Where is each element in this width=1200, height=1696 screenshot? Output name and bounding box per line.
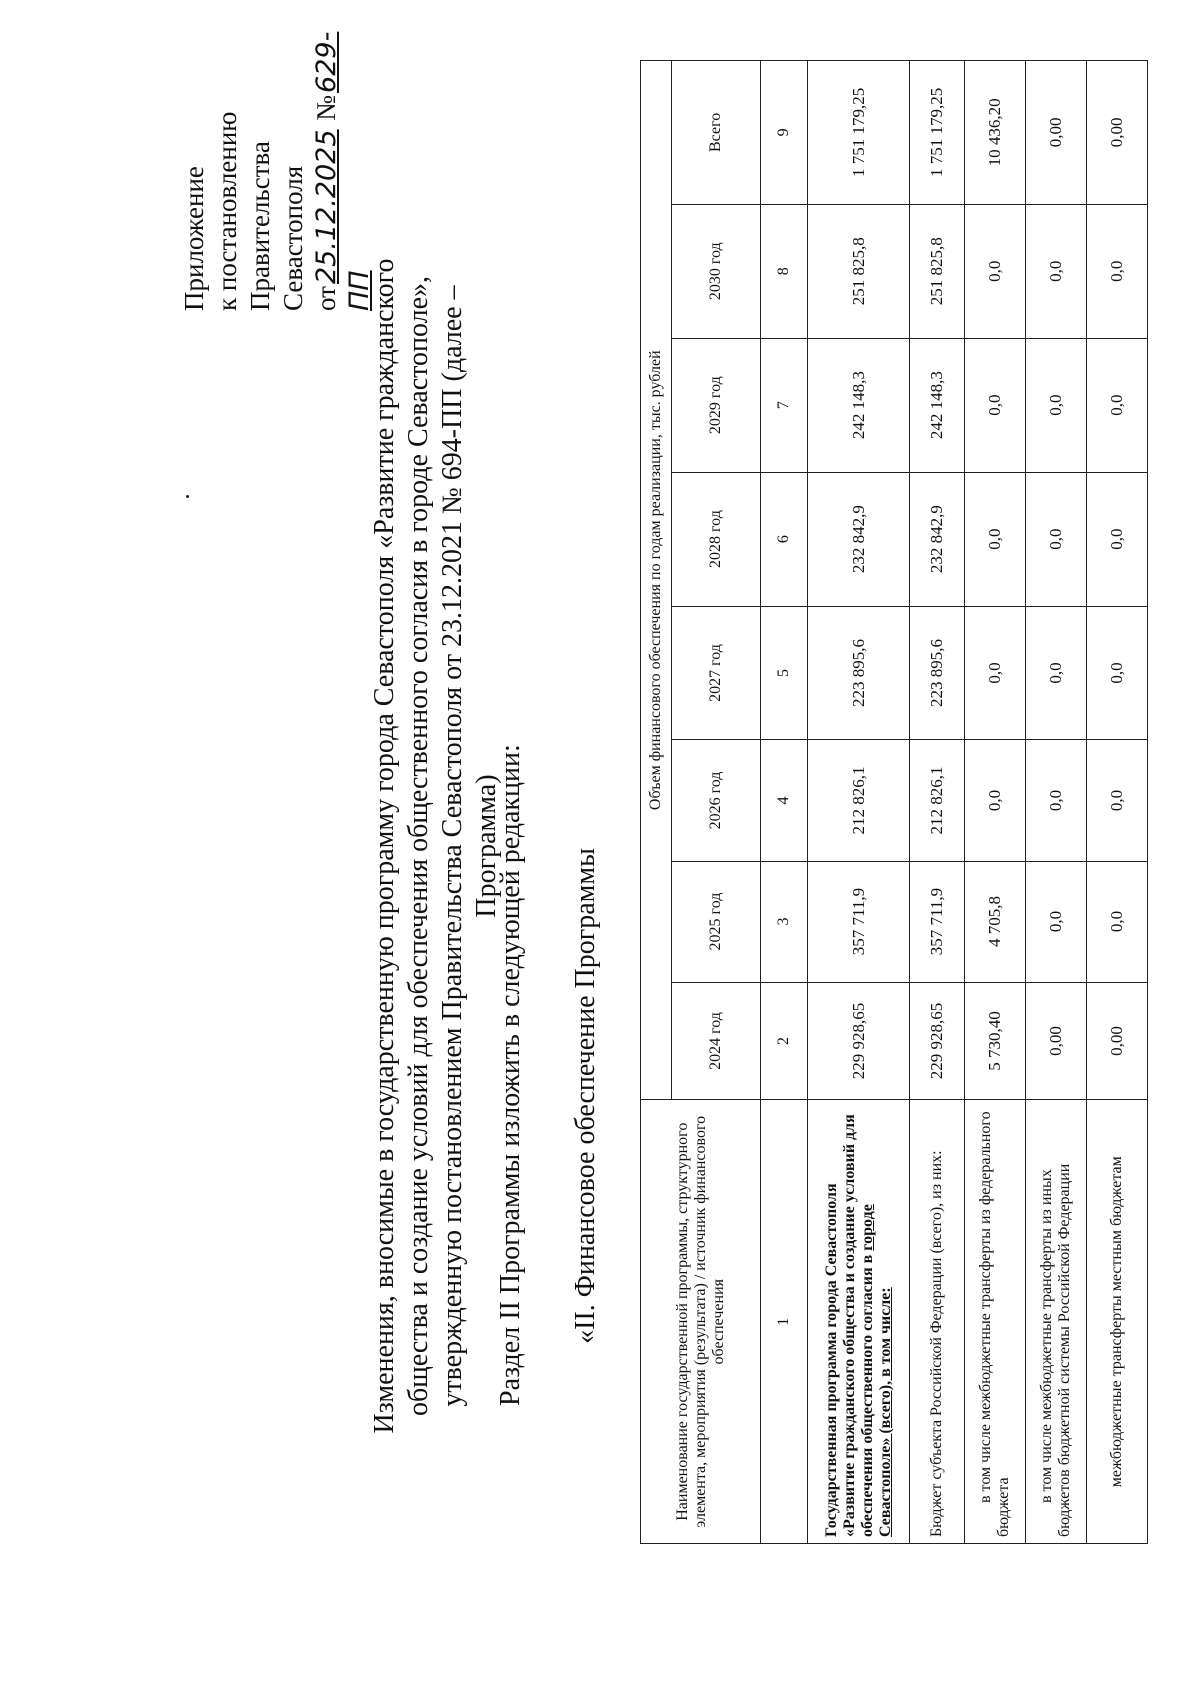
approval-line-3: Правительства Севастополя bbox=[245, 141, 308, 311]
value-cell: 242 148,3 bbox=[808, 338, 910, 472]
value-cell: 1 751 179,25 bbox=[910, 61, 965, 205]
value-cell: 0,00 bbox=[1026, 61, 1087, 205]
value-cell: 0,0 bbox=[1026, 338, 1087, 472]
section-intro: Раздел II Программы изложить в следующей редакции: bbox=[495, 744, 526, 1406]
col-header-year: 2030 год bbox=[672, 204, 761, 338]
value-cell: 10 436,20 bbox=[965, 61, 1026, 205]
value-cell: 0,0 bbox=[1026, 204, 1087, 338]
column-number: 9 bbox=[761, 61, 808, 205]
value-cell: 232 842,9 bbox=[910, 472, 965, 606]
value-cell: 0,0 bbox=[1087, 204, 1148, 338]
value-cell: 212 826,1 bbox=[808, 740, 910, 861]
column-number: 6 bbox=[761, 472, 808, 606]
program-name-text: Государственная программа города Севастополя «Развитие гражданского общества и создание условий для обеспечения общественного согласия в bbox=[822, 1114, 876, 1537]
value-cell: 0,00 bbox=[1026, 982, 1087, 1100]
value-cell: 0,0 bbox=[1087, 472, 1148, 606]
table-row bbox=[910, 61, 965, 1544]
value-cell: 0,0 bbox=[1087, 740, 1148, 861]
value-cell: 357 711,9 bbox=[808, 861, 910, 982]
column-number: 7 bbox=[761, 338, 808, 472]
section-heading: «II. Финансовое обеспечение Программы bbox=[570, 848, 601, 1344]
value-cell: 0,0 bbox=[1026, 740, 1087, 861]
program-name-underlined: городе Севастополе» (всего), в том числе: bbox=[858, 1204, 894, 1537]
value-cell: 0,0 bbox=[1087, 861, 1148, 982]
value-cell: 251 825,8 bbox=[808, 204, 910, 338]
value-cell: 0,0 bbox=[1087, 606, 1148, 740]
col-header-year: 2028 год bbox=[672, 472, 761, 606]
value-cell: 0,00 bbox=[1087, 61, 1148, 205]
value-cell: 5 730,40 bbox=[965, 982, 1026, 1100]
value-cell: 0,0 bbox=[965, 606, 1026, 740]
value-cell: 0,0 bbox=[965, 472, 1026, 606]
col-header-year: Всего bbox=[672, 61, 761, 205]
col-header-name: Наименование государственной программы, структурного элемента, мероприятия (результата) / источник финансового обеспечения bbox=[641, 1100, 761, 1544]
col-header-volume: Объем финансового обеспечения по годам реализации, тыс. рублей bbox=[641, 61, 672, 1100]
column-number: 2 bbox=[761, 982, 808, 1100]
document-title: Изменения, вносимые в государственную программу города Севастополя «Развитие гражданского общества и создание условий для обеспечения общественного согласия в городе Севастополе», утвержденную постановлением Правительства Севастополя от 23.12.2021 № 694-ПП (далее – Программа) bbox=[369, 258, 502, 1434]
value-cell: 251 825,8 bbox=[910, 204, 965, 338]
col-header-year: 2024 год bbox=[672, 982, 761, 1100]
value-cell: 232 842,9 bbox=[808, 472, 910, 606]
value-cell: 0,0 bbox=[1026, 606, 1087, 740]
value-cell: 0,0 bbox=[1087, 338, 1148, 472]
value-cell: 4 705,8 bbox=[965, 861, 1026, 982]
handwritten-number: 629-ПП bbox=[311, 31, 375, 311]
table-row bbox=[1026, 61, 1087, 1544]
approval-from: от bbox=[311, 286, 341, 311]
approval-line-1: Приложение bbox=[179, 166, 209, 311]
value-cell: 0,0 bbox=[1026, 861, 1087, 982]
table-row bbox=[965, 61, 1026, 1544]
column-number: 8 bbox=[761, 204, 808, 338]
table-row bbox=[1087, 61, 1148, 1544]
column-number: 5 bbox=[761, 606, 808, 740]
value-cell: 0,0 bbox=[965, 204, 1026, 338]
approval-line-4 bbox=[310, 0, 376, 311]
value-cell: 0,0 bbox=[965, 338, 1026, 472]
value-cell: 223 895,6 bbox=[910, 606, 965, 740]
approval-number-sign: № bbox=[311, 94, 341, 121]
row-name: Бюджет субъекта Российской Федерации (всего), из них: bbox=[910, 1100, 965, 1544]
column-number: 1 bbox=[761, 1100, 808, 1544]
table-row bbox=[808, 61, 910, 1544]
value-cell: 212 826,1 bbox=[910, 740, 965, 861]
value-cell: 0,0 bbox=[965, 740, 1026, 861]
row-name bbox=[808, 1100, 910, 1544]
approval-line-2: к постановлению bbox=[212, 111, 242, 311]
value-cell: 0,00 bbox=[1087, 982, 1148, 1100]
value-cell: 1 751 179,25 bbox=[808, 61, 910, 205]
value-cell: 242 148,3 bbox=[910, 338, 965, 472]
col-header-year: 2027 год bbox=[672, 606, 761, 740]
handwritten-date: 25.12.2025 bbox=[311, 129, 342, 285]
column-number: 3 bbox=[761, 861, 808, 982]
value-cell: 357 711,9 bbox=[910, 861, 965, 982]
col-header-year: 2026 год bbox=[672, 740, 761, 861]
value-cell: 0,0 bbox=[1026, 472, 1087, 606]
value-cell: 223 895,6 bbox=[808, 606, 910, 740]
value-cell: 229 928,65 bbox=[910, 982, 965, 1100]
row-name: в том числе межбюджетные трансферты из иных бюджетов бюджетной системы Российской Федерации bbox=[1026, 1100, 1087, 1544]
col-header-year: 2025 год bbox=[672, 861, 761, 982]
column-number: 4 bbox=[761, 740, 808, 861]
row-name: в том числе межбюджетные трансферты из федерального бюджета bbox=[965, 1100, 1026, 1544]
financing-table bbox=[640, 60, 1148, 1544]
row-name: межбюджетные трансферты местным бюджетам bbox=[1087, 1100, 1148, 1544]
col-header-year: 2029 год bbox=[672, 338, 761, 472]
approval-block bbox=[178, 0, 376, 311]
value-cell: 229 928,65 bbox=[808, 982, 910, 1100]
